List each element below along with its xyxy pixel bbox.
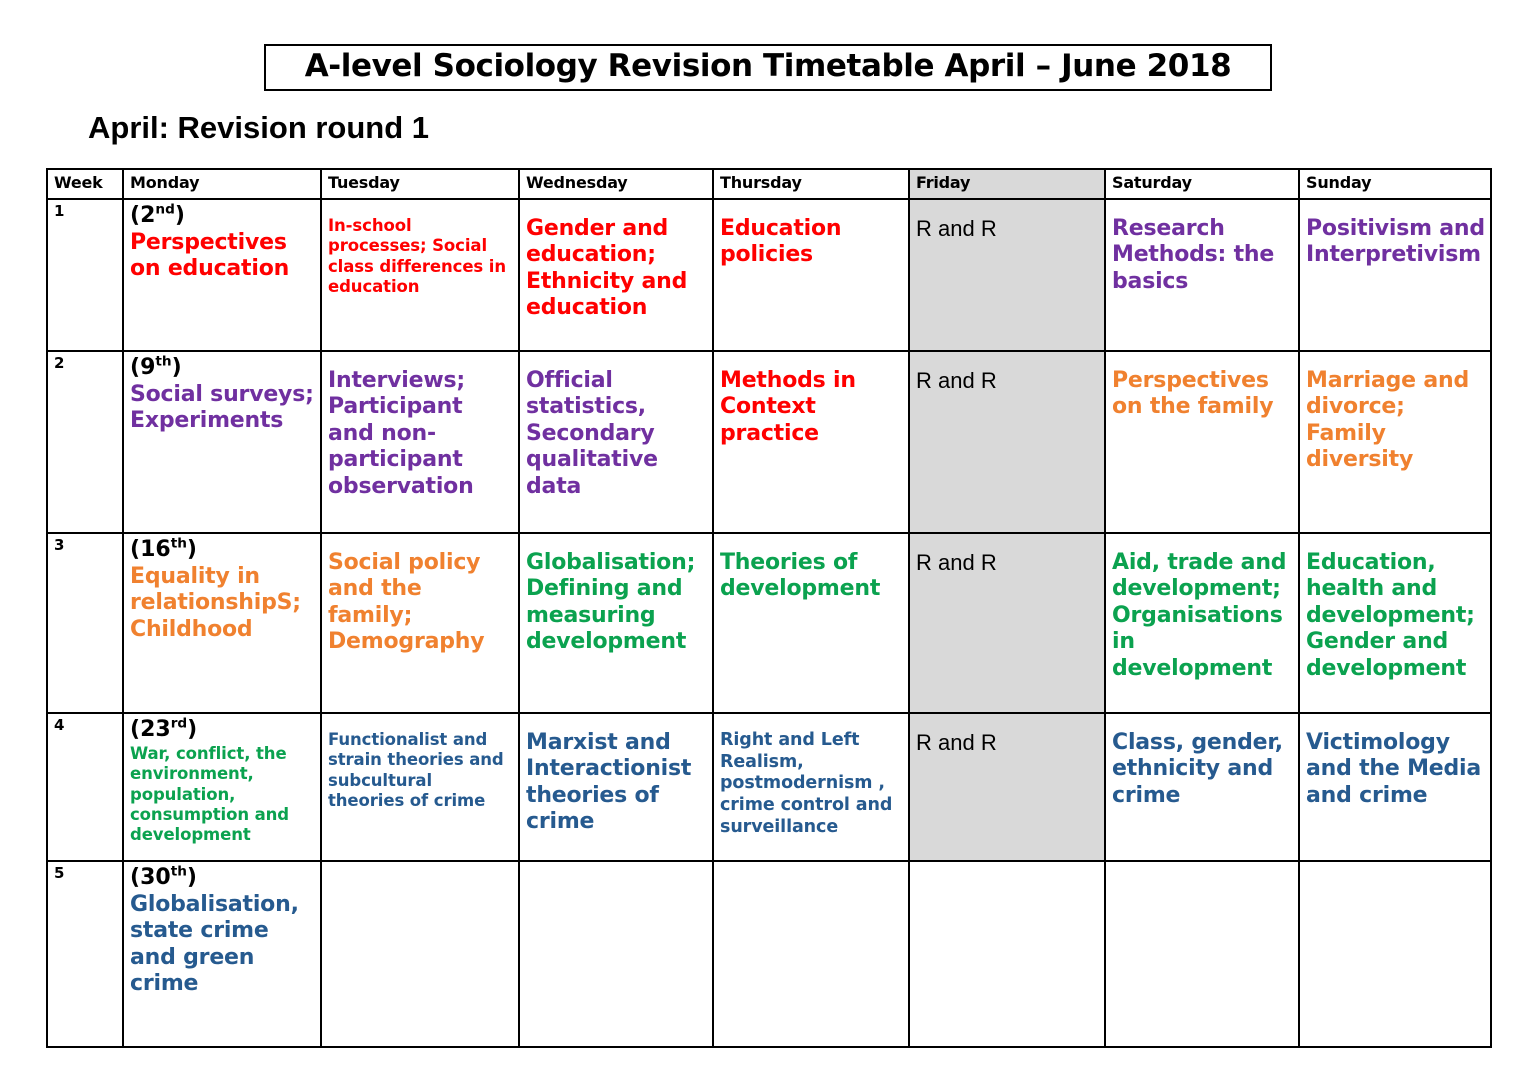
date-ordinal-number: 23	[140, 717, 171, 742]
cell-week2-monday	[123, 351, 321, 533]
topic-text: Right and Left Realism, postmodernism , crime control and surveillance	[720, 730, 893, 837]
revision-timetable	[46, 168, 1492, 1048]
week-number-cell	[47, 533, 123, 713]
column-header-sunday: Sunday	[1299, 169, 1491, 199]
cell-week2-tuesday	[321, 351, 519, 533]
timetable-container	[46, 168, 1490, 1048]
column-header-thursday: Thursday	[713, 169, 909, 199]
date-ordinal-number: 30	[140, 865, 171, 890]
cell-week4-thursday	[713, 713, 909, 861]
week-number: 4	[54, 716, 65, 734]
title-banner	[264, 44, 1272, 91]
cell-week1-monday	[123, 199, 321, 351]
cell-week5-thursday	[713, 861, 909, 1047]
date-ordinal-suffix: nd	[155, 201, 175, 218]
cell-week1-saturday	[1105, 199, 1299, 351]
cell-week5-friday	[909, 861, 1105, 1047]
table-row	[47, 533, 1491, 713]
rest-and-recovery-label: R and R	[916, 550, 997, 575]
date-ordinal-suffix: rd	[170, 715, 188, 732]
cell-week3-friday	[909, 533, 1105, 713]
week-number-cell	[47, 199, 123, 351]
week-number: 2	[54, 354, 65, 372]
topic-text: Social policy and the family; Demography	[328, 550, 485, 655]
cell-week2-thursday	[713, 351, 909, 533]
rest-and-recovery-label: R and R	[916, 730, 997, 755]
date-ordinal-number: 16	[140, 537, 171, 562]
cell-week1-thursday	[713, 199, 909, 351]
topic-text: Equality in relationshipS; Childhood	[130, 563, 301, 642]
cell-week4-tuesday	[321, 713, 519, 861]
topic-text: Education policies	[720, 216, 842, 268]
date-ordinal: (30th)	[130, 863, 197, 890]
cell-week3-tuesday	[321, 533, 519, 713]
topic-text: Perspectives on the family	[1112, 368, 1274, 420]
topic-text: Functionalist and strain theories and subcultural theories of crime	[328, 730, 504, 810]
topic-text: Victimology and the Media and crime	[1306, 730, 1482, 808]
cell-week2-saturday	[1105, 351, 1299, 533]
cell-week3-sunday	[1299, 533, 1491, 713]
cell-week4-monday	[123, 713, 321, 861]
cell-week3-saturday	[1105, 533, 1299, 713]
cell-week1-friday	[909, 199, 1105, 351]
table-row	[47, 713, 1491, 861]
cell-week4-sunday	[1299, 713, 1491, 861]
topic-text: Gender and education; Ethnicity and education	[526, 216, 688, 321]
topic-text: Globalisation; Defining and measuring development	[526, 550, 696, 655]
cell-week2-sunday	[1299, 351, 1491, 533]
week-number: 1	[54, 202, 65, 220]
table-header-row	[47, 169, 1491, 199]
cell-week1-wednesday	[519, 199, 713, 351]
date-ordinal: (23rd)	[130, 715, 198, 742]
date-ordinal-number: 9	[140, 355, 156, 380]
cell-week5-tuesday	[321, 861, 519, 1047]
topic-text: Official statistics, Secondary qualitative data	[526, 368, 658, 499]
topic-text: Education, health and development; Gender and development	[1306, 550, 1475, 681]
date-ordinal: (16th)	[130, 535, 197, 562]
table-row	[47, 861, 1491, 1047]
topic-text: In-school processes; Social class differences in education	[328, 216, 506, 296]
topic-text: Class, gender, ethnicity and crime	[1112, 730, 1283, 808]
topic-text: Social surveys; Experiments	[130, 381, 314, 434]
date-ordinal-number: 2	[140, 203, 156, 228]
column-header-wednesday: Wednesday	[519, 169, 713, 199]
cell-week3-thursday	[713, 533, 909, 713]
table-row	[47, 199, 1491, 351]
topic-text: War, conflict, the environment, population, consumption and development	[130, 743, 289, 845]
topic-text: Marxist and Interactionist theories of crime	[526, 730, 692, 835]
topic-text: Aid, trade and development; Organisations in development	[1112, 550, 1287, 681]
date-ordinal-suffix: th	[155, 353, 172, 370]
cell-week1-tuesday	[321, 199, 519, 351]
date-ordinal-suffix: th	[170, 863, 187, 880]
cell-week2-friday	[909, 351, 1105, 533]
cell-week5-wednesday	[519, 861, 713, 1047]
week-number-cell	[47, 713, 123, 861]
topic-text: Globalisation, state crime and green crime	[130, 891, 299, 997]
column-header-saturday: Saturday	[1105, 169, 1299, 199]
week-number-cell	[47, 351, 123, 533]
table-row	[47, 351, 1491, 533]
table-body	[47, 199, 1491, 1047]
cell-week5-sunday	[1299, 861, 1491, 1047]
cell-week4-saturday	[1105, 713, 1299, 861]
subtitle-revision-round: April: Revision round 1	[88, 110, 430, 145]
week-number: 5	[54, 864, 65, 882]
date-ordinal: (2nd)	[130, 201, 185, 228]
column-header-friday: Friday	[909, 169, 1105, 199]
date-ordinal-suffix: th	[170, 535, 187, 552]
cell-week5-saturday	[1105, 861, 1299, 1047]
cell-week3-monday	[123, 533, 321, 713]
topic-text: Interviews; Participant and non-participant observation	[328, 368, 474, 499]
cell-week2-wednesday	[519, 351, 713, 533]
column-header-week: Week	[47, 169, 123, 199]
topic-text: Methods in Context practice	[720, 368, 856, 446]
page-title: A-level Sociology Revision Timetable April – June 2018	[304, 48, 1232, 84]
cell-week4-wednesday	[519, 713, 713, 861]
cell-week5-monday	[123, 861, 321, 1047]
cell-week3-wednesday	[519, 533, 713, 713]
column-header-tuesday: Tuesday	[321, 169, 519, 199]
topic-text: Marriage and divorce; Family diversity	[1306, 368, 1470, 473]
week-number-cell	[47, 861, 123, 1047]
week-number: 3	[54, 536, 65, 554]
topic-text: Research Methods: the basics	[1112, 216, 1275, 294]
rest-and-recovery-label: R and R	[916, 368, 997, 393]
topic-text: Perspectives on education	[130, 229, 290, 282]
cell-week1-sunday	[1299, 199, 1491, 351]
rest-and-recovery-label: R and R	[916, 216, 997, 241]
cell-week4-friday	[909, 713, 1105, 861]
topic-text: Positivism and Interpretivism	[1306, 216, 1485, 268]
date-ordinal: (9th)	[130, 353, 182, 380]
topic-text: Theories of development	[720, 550, 881, 602]
column-header-monday: Monday	[123, 169, 321, 199]
